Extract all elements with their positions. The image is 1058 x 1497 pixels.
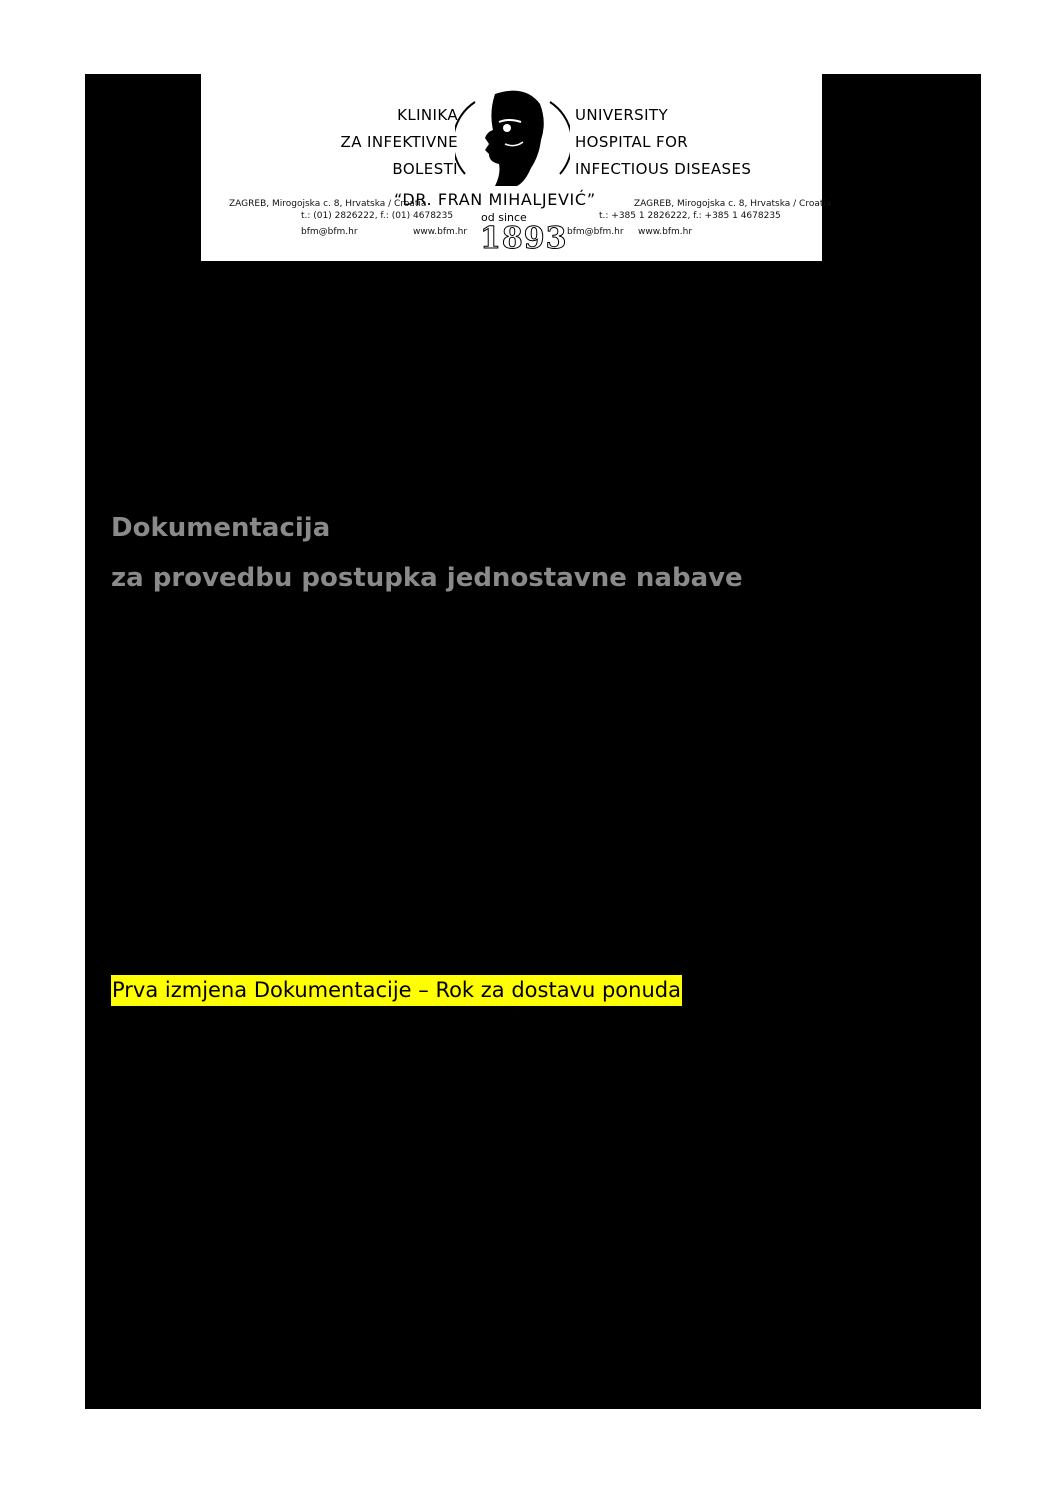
document-title-line-2: za provedbu postupka jednostavne nabave — [111, 563, 743, 593]
right-address: ZAGREB, Mirogojska c. 8, Hrvatska / Croatia — [634, 199, 832, 209]
left-web: www.bfm.hr — [413, 227, 468, 237]
left-address: ZAGREB, Mirogojska c. 8, Hrvatska / Croatia — [229, 199, 427, 209]
header-left-line-2: ZA INFEKTIVNE — [340, 133, 458, 151]
header-right-line-1: UNIVERSITY — [575, 106, 669, 124]
portrait-icon — [455, 82, 570, 192]
amendment-note: Prva izmjena Dokumentacije – Rok za dostavu ponuda — [111, 975, 682, 1006]
document-title — [111, 503, 743, 603]
document-title-line-1: Dokumentacija — [111, 513, 331, 543]
right-email: bfm@bfm.hr — [567, 227, 624, 237]
founded-label: od since — [481, 211, 527, 224]
founded-year: 1893 — [480, 221, 568, 256]
header-left-line-1: KLINIKA — [397, 106, 458, 124]
left-email: bfm@bfm.hr — [301, 227, 358, 237]
hospital-name: “DR. FRAN MIHALJEVIĆ” — [394, 190, 596, 209]
right-web: www.bfm.hr — [638, 227, 693, 237]
header-right-line-2: HOSPITAL FOR — [575, 133, 689, 151]
header-left-line-3: BOLESTI — [392, 160, 458, 178]
page-background — [85, 74, 981, 1409]
right-phone: t.: +385 1 2826222, f.: +385 1 4678235 — [599, 211, 781, 221]
left-phone: t.: (01) 2826222, f.: (01) 4678235 — [301, 211, 454, 221]
header-right-line-3: INFECTIOUS DISEASES — [575, 160, 752, 178]
hospital-letterhead-logo — [201, 74, 832, 261]
